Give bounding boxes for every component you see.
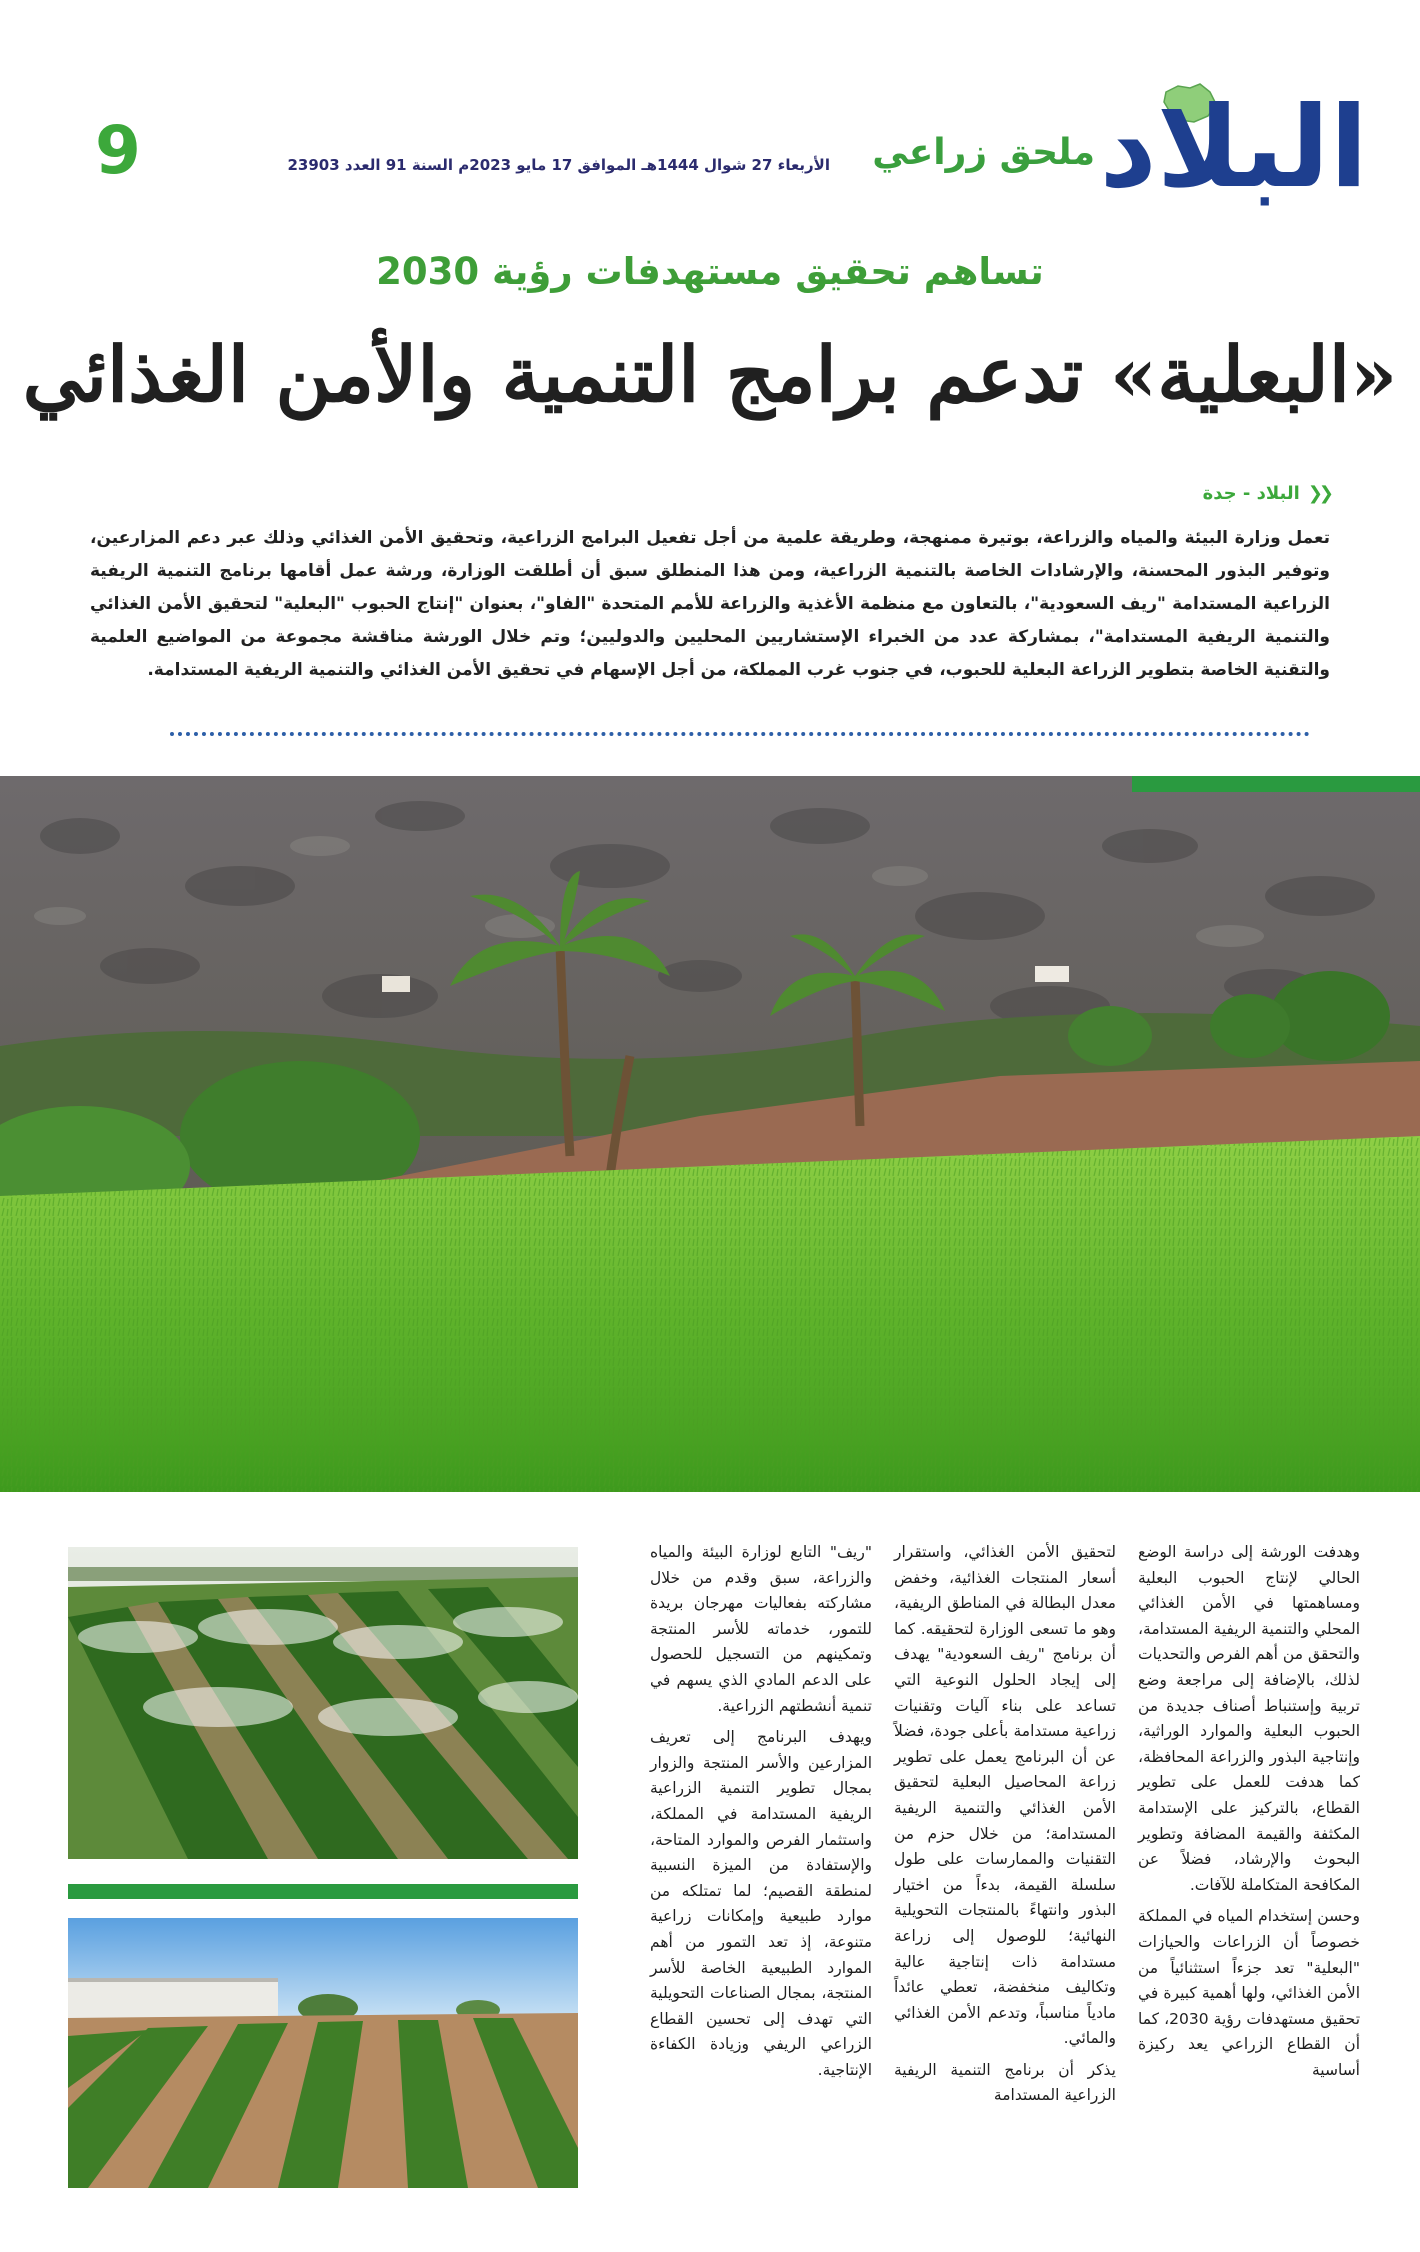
article-column-2: [894, 1540, 1116, 2115]
column-2-paragraph-2: يذكر أن برنامج التنمية الريفية الزراعية المستدامة: [894, 2060, 1116, 2105]
article-column-1: [1138, 1540, 1360, 2089]
article-column-3: [650, 1540, 872, 2089]
column-2-paragraph-1: لتحقيق الأمن الغذائي، واستقرار أسعار المنتجات الغذائية، وخفض معدل البطالة في المناطق الريفية، وهو ما تسعى الوزارة لتحقيقه. كما أن برنامج "ريف السعودية" يهدف إلى إيجاد الحلول النوعية التي تساعد على بناء آليات وتقنيات زراعية مستدامة بأعلى جودة، فضلاً عن أن البرنامج يعمل على تطوير زراعة المحاصيل البعلية لتحقيق الأمن الغذائي والتنمية الريفية المستدامة؛ من خلال حزم من التقنيات والممارسات على طول سلسلة القيمة، بدءاً من اختيار البذور وانتهاءً بالمنتجات التحويلية النهائية؛ للوصول إلى زراعة مستدامة ذات إنتاجية عالية وتكاليف منخفضة، تعطي عائداً مادياً مناسباً، وتدعم الأمن الغذائي والمائي.: [894, 1543, 1116, 2048]
dateline: الأربعاء 27 شوال 1444هـ الموافق 17 مايو 2023م السنة 91 العدد 23903: [287, 156, 830, 174]
logo-text: البلاد: [1099, 83, 1368, 213]
main-photo-fields: [0, 776, 1420, 1492]
byline: [1203, 483, 1330, 504]
green-accent-bar-mid: [68, 1884, 578, 1899]
column-1-paragraph-2: وحسن إستخدام المياه في المملكة خصوصاً أن الزراعات والحيازات "البعلية" تعد جزءاً استثنائياً من الأمن الغذائي، ولها أهمية كبيرة في تحقيق مستهدفات رؤية 2030، كما أن القطاع الزراعي يعد ركيزة أساسية: [1138, 1907, 1361, 2079]
double-chevron-icon: ❮❮: [1307, 483, 1330, 504]
supplement-title: ملحق زراعي: [872, 132, 1095, 173]
headline: «البعلية» تدعم برامج التنمية والأمن الغذائي: [22, 330, 1398, 419]
column-3-paragraph-2: ويهدف البرنامج إلى تعريف المزارعين والأسر المنتجة والزوار بمجال تطوير التنمية الزراعية الريفية المستدامة في المملكة، واستثمار الفرص والموارد المتاحة، والإستفادة من الميزة النسبية لمنطقة القصيم؛ لما تمتلكه من موارد طبيعية وإمكانات زراعية متنوعة، إذ تعد التمور من أهم الموارد الطبيعية الخاصة للأسر المنتجة، بمجال الصناعات التحويلية التي تهدف إلى تحسين القطاع الزراعي الريفي وزيادة الكفاءة الإنتاجية.: [650, 1728, 872, 2079]
column-3-paragraph-1: "ريف" التابع لوزارة البيئة والمياه والزراعة، سبق وقدم من خلال مشاركته بفعاليات مهرجان بريدة للتمور، خدماته للأسر المنتجة وتمكينهم من التسجيل للحصول على الدعم المادي الذي يسهم في تنمية أنشطتهم الزراعية.: [650, 1543, 872, 1715]
kicker: تساهم تحقيق مستهدفات رؤية 2030: [376, 250, 1044, 293]
intro-paragraph: تعمل وزارة البيئة والمياه والزراعة، بوتيرة ممنهجة، وطريقة علمية من أجل تفعيل البرامج الزراعية، وتحقيق الأمن الغذائي وذلك عبر دعم المزارعين، وتوفير البذور المحسنة، والإرشادات الخاصة بالتنمية الزراعية، ومن هذا المنطلق سبق أن أطلقت الوزارة، ورشة عمل أقامها برنامج التنمية الريفية الزراعية المستدامة "ريف السعودية"، بالتعاون مع منظمة الأغذية والزراعة للأمم المتحدة "الفاو"، بعنوان "إنتاج الحبوب "البعلية" لتحقيق الأمن الغذائي والتنمية الريفية المستدامة"، بمشاركة عدد من الخبراء الإستشاريين المحليين والدوليين؛ وتم خلال الورشة مناقشة مجموعة من المواضيع العلمية والتقنية الخاصة بتطوير الزراعة البعلية للحبوب، في جنوب غرب المملكة، من أجل الإسهام في تحقيق الأمن الغذائي والتنمية الريفية المستدامة.: [90, 528, 1330, 680]
green-accent-bar: [1132, 776, 1420, 792]
newspaper-logo: [1048, 83, 1368, 213]
masthead: [0, 80, 1420, 215]
photo-crop-rows: [68, 1918, 578, 2188]
photo-irrigation-sprinklers: [68, 1547, 578, 1859]
page-number: 9: [95, 112, 141, 189]
byline-text: البلاد - جدة: [1202, 483, 1300, 504]
column-1-paragraph-1: وهدفت الورشة إلى دراسة الوضع الحالي لإنتاج الحبوب البعلية ومساهمتها في الأمن الغذائي المحلي والتنمية الريفية المستدامة، والتحقق من أهم الفرص والتحديات لذلك، بالإضافة إلى مراجعة وضع تربية وإستنباط أصناف جديدة من الحبوب البعلية والموارد الوراثية، وإنتاجية البذور والزراعة المحافظة، كما هدفت للعمل على تطوير القطاع، بالتركيز على الإستدامة المكثفة والقيمة المضافة وتطوير البحوث والإرشاد، فضلاً عن المكافحة المتكاملة للآفات.: [1138, 1543, 1360, 1894]
dotted-divider: [170, 732, 1310, 736]
